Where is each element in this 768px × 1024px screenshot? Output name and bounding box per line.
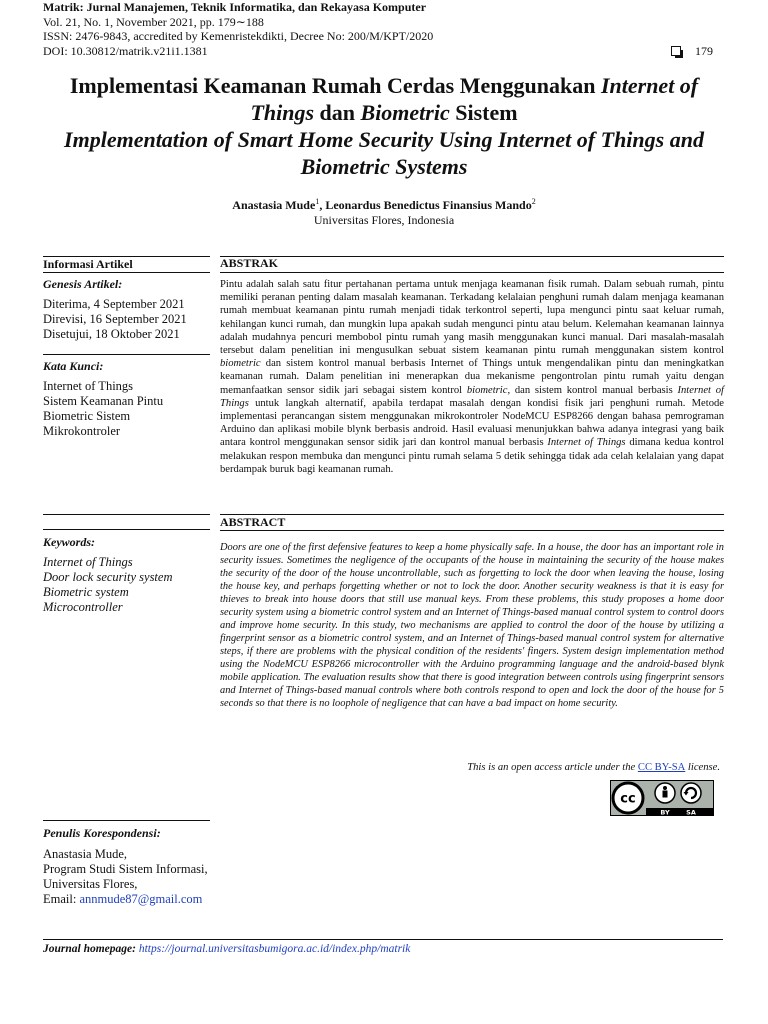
title-block (40, 72, 728, 180)
keyword-item: Microcontroller (43, 600, 123, 614)
issn-info: ISSN: 2476-9843, accredited by Kemenristekdikti, Decree No: 200/M/KPT/2020 (43, 29, 434, 43)
running-header (43, 0, 723, 58)
cc-logo-text: cc (620, 791, 636, 807)
corr-univ: Universitas Flores, (43, 877, 138, 891)
author-names: Anastasia Mude$^1$, Leonardus Benedictus Finansius Mando$^2$ (232, 197, 536, 212)
square-marker-icon (671, 46, 681, 56)
rule-left-genesis (43, 354, 210, 355)
abstrak-body: Pintu adalah salah satu fitur pertahanan pertama untuk menjaga keamanan fisik rumah. Dalam sebuah rumah, pintu memiliki peranan penting dalam masalah keamanan. Terkadang kelalaian penghuni rumah dalam menjaga keamanan rumah membuat keamanan pintu rumah menjadi tidak terkontrol seperti, lupa mengunci pintu saat keluar rumah, kehilangan kunci rumah, dan mungkin lupa apakah sudah mengunci pintu atau belum. Kelemahan keamanan lainnya adalah mudahnya pencuri membobol pintu rumah yang masih menggunakan kunci manual. Dari masalah-masalah tersebut dalam penelitian ini mengusulkan sebuat sistem keamanan pintu rumah menggunakan sistem kontrol biometric dan sistem kontrol manual berbasis Internet of Things untuk mengendalikan pintu dan meningkatkan keamanan rumah. Dalam penelitian ini menerapkan dua mekanisme pengontrolan pintu rumah yaitu dengan memanfaatkan sensor sidik jari sebagai sistem kontrol biometric, dan sistem kontrol manual berbasis Internet of Things untuk langkah alternatif, apabila terdapat masalah dengan kondisi fisik jari penghuni rumah. Metode implementasi perancangan sistem menggunakan mikrokontroler NodeMCU ESP8266 dengan bahasa pemrograman Arduino dan aplikasi mobile blynk berbasis android. Hasil evaluasi menunjukkan bahwa adanya integrasi yang baik antara kontrol menggunakan sensor sidik jari dan kontrol manual berbasis Internet of Things dimana kedua kontrol melakukan respon membuka dan mengunci pintu rumah selama 5 detik sehingga tidak ada celah kelalaian yang dapat berdampak buruk bagi keamanan rumah. (220, 279, 725, 475)
kata-kunci-item: Biometric Sistem (43, 409, 131, 423)
page-number: 179 (695, 43, 713, 58)
kata-kunci-block: Kata Kunci: Internet of Things Sistem Keamanan Pintu Biometric Sistem Mikrokontroler (43, 359, 210, 439)
doi-info: DOI: 10.30812/matrik.v21i1.1381 (43, 43, 208, 58)
rule-left-keywords (43, 529, 210, 530)
cc-by-sa-badge-icon[interactable] (610, 780, 714, 816)
date-accepted: Disetujui, 18 Oktober 2021 (43, 327, 180, 341)
license-statement: This is an open access article under the CC BY-SA license. (467, 762, 720, 773)
title-english: Implementation of Smart Home Security Using Internet of Things and Biometric Systems (64, 127, 704, 179)
volume-info: Vol. 21, No. 1, November 2021, pp. 179∼188 (43, 14, 264, 29)
affiliation: Universitas Flores, Indonesia (313, 213, 455, 227)
corr-name: Anastasia Mude, (43, 847, 128, 861)
journal-name: Matrik: Jurnal Manajemen, Teknik Informatika, dan Rekayasa Komputer (43, 0, 427, 14)
article-info-heading: Informasi Artikel (43, 257, 133, 271)
journal-homepage: Journal homepage: https://journal.universitasbumigora.ac.id/index.php/matrik (43, 943, 411, 955)
cc-by-sa-link[interactable]: CC BY-SA (637, 762, 686, 773)
sa-label: SA (686, 808, 696, 816)
rule-right-abstrak (220, 272, 724, 273)
keyword-item: Biometric system (43, 585, 129, 599)
email-link[interactable]: annmude87@gmail.com (79, 892, 203, 906)
keyword-item: Internet of Things (43, 555, 133, 569)
keywords-block: Keywords: Internet of Things Door lock security system Biometric system Microcontroller (43, 535, 210, 615)
title-indonesian: Implementasi Keamanan Rumah Cerdas Menggunakan Internet of Things dan Biometric Sistem (69, 73, 699, 125)
by-label: BY (660, 808, 670, 816)
kata-kunci-item: Sistem Keamanan Pintu (43, 394, 164, 408)
correspondence-block: Penulis Korespondensi: Anastasia Mude, Program Studi Sistem Informasi, Universitas Flores, Email: annmude87@gmail.com (43, 826, 343, 907)
kata-kunci-item: Internet of Things (43, 379, 134, 393)
abstract-body: Doors are one of the first defensive features to keep a home physically safe. In a house, the door has an important role in security issues. Sometimes the negligence of the occupants of the house in maintaining the security of the house makes the security of the door of the house uncontrollable, such as forgetting to lock the door when leaving the house, losing the house key, and perhaps forgetting whether or not to lock the door. Another security weakness is that it is easy for thieves to break into house doors that still use manual keys. From these problems, this study proposes a home door security system using a biometric control system and an Internet of Things-based manual control system to control doors and improve home security. In this study, two mechanisms are applied to control the door of the house by utilizing a fingerprint sensor as a biometric control system, and an Internet of Things-based manual control system for alternative steps, if there are problems with the physical condition of the residents' fingers. System design implementation method using the NodeMCU ESP8266 microcontroller with the Arduino programming language and the android-based blynk mobile application. The evaluation results show that there is good integration between controls using fingerprint sensors and Internet of Things-based manual controls where both controls respond to open and lock the door of the house for 5 seconds so that there is no loophole of negligence that can have a bad impact on home security. (220, 542, 724, 709)
date-revised: Direvisi, 16 September 2021 (43, 312, 187, 326)
abstract-heading: ABSTRACT (220, 515, 286, 529)
genesis-block: Genesis Artikel: Diterima, 4 September 2021 Direvisi, 16 September 2021 Disetujui, 18 Oktober 2021 (43, 277, 210, 342)
rule-homepage (43, 939, 723, 940)
keyword-item: Door lock security system (43, 570, 173, 584)
date-received: Diterima, 4 September 2021 (43, 297, 185, 311)
rule-right-abstract (220, 514, 724, 515)
rule-left-corr (43, 820, 210, 821)
abstrak-heading: ABSTRAK (220, 256, 279, 270)
author-block (40, 194, 728, 228)
homepage-link[interactable]: https://journal.universitasbumigora.ac.id/index.php/matrik (138, 943, 411, 955)
rule-left-info (43, 272, 210, 273)
kata-kunci-item: Mikrokontroler (43, 424, 121, 438)
rule-left-katakunci (43, 514, 210, 515)
corr-dept: Program Studi Sistem Informasi, (43, 862, 208, 876)
corr-email-line: Email: annmude87@gmail.com (43, 892, 203, 906)
